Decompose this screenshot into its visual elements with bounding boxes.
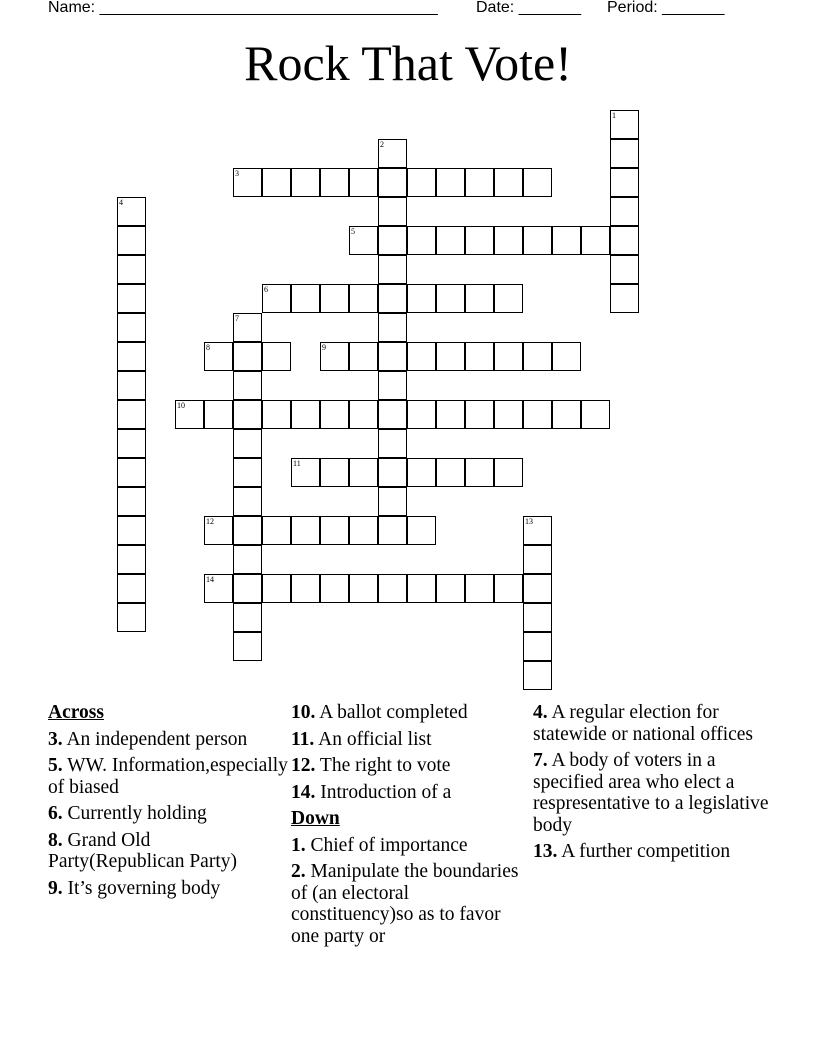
grid-cell[interactable]	[494, 168, 523, 197]
page-title: Rock That Vote!	[244, 35, 572, 91]
clue-number-13: 13	[525, 517, 533, 526]
grid-cell[interactable]	[117, 603, 146, 632]
grid-cell[interactable]	[581, 400, 610, 429]
grid-cell[interactable]	[407, 574, 436, 603]
grid-cell[interactable]	[378, 574, 407, 603]
grid-cell[interactable]	[523, 400, 552, 429]
grid-cell[interactable]	[349, 168, 378, 197]
grid-cell[interactable]	[378, 284, 407, 313]
grid-cell[interactable]	[233, 574, 262, 603]
grid-cell[interactable]	[349, 342, 378, 371]
grid-cell[interactable]	[117, 371, 146, 400]
grid-cell[interactable]	[610, 226, 639, 255]
grid-cell[interactable]	[523, 603, 552, 632]
grid-cell[interactable]	[291, 168, 320, 197]
clue-text: Introduction of a	[320, 781, 452, 803]
grid-cell[interactable]	[262, 168, 291, 197]
clue-item	[291, 861, 531, 947]
clue-item	[533, 702, 773, 745]
grid-cell[interactable]	[233, 487, 262, 516]
clue-text: The right to vote	[319, 755, 451, 776]
clue-num: 14.	[291, 781, 316, 803]
clue-number-14: 14	[206, 575, 214, 584]
clue-num: 13.	[533, 841, 558, 862]
grid-cell[interactable]	[262, 516, 291, 545]
clue-number-7: 7	[235, 314, 239, 323]
clue-number-8: 8	[206, 343, 210, 352]
grid-cell[interactable]	[378, 255, 407, 284]
clue-num: 4.	[533, 702, 548, 723]
grid-cell[interactable]	[610, 255, 639, 284]
clue-item	[291, 702, 531, 724]
grid-cell[interactable]	[610, 168, 639, 197]
clue-text: An independent person	[66, 728, 248, 750]
clue-number-5: 5	[351, 227, 355, 236]
clue-text: A regular election for statewide or national offices	[533, 702, 754, 745]
grid-cell[interactable]	[378, 342, 407, 371]
grid-cell[interactable]	[610, 284, 639, 313]
grid-cell[interactable]	[378, 197, 407, 226]
grid-cell[interactable]	[378, 458, 407, 487]
grid-cell[interactable]	[233, 603, 262, 632]
grid-cell[interactable]	[233, 400, 262, 429]
grid-cell[interactable]	[494, 458, 523, 487]
grid-cell[interactable]	[436, 168, 465, 197]
grid-cell[interactable]	[291, 400, 320, 429]
grid-cell[interactable]	[465, 400, 494, 429]
clue-number-3: 3	[235, 169, 239, 178]
grid-cell[interactable]	[465, 284, 494, 313]
grid-cell[interactable]	[233, 632, 262, 661]
grid-cell[interactable]	[407, 400, 436, 429]
grid-cell[interactable]	[291, 574, 320, 603]
clue-number-9: 9	[322, 343, 326, 352]
clue-item	[291, 835, 531, 857]
clue-text: A body of voters in a specified area who elect a respresentative to a legislative body	[533, 750, 769, 836]
grid-cell[interactable]	[349, 458, 378, 487]
clue-number-11: 11	[293, 459, 301, 468]
grid-cell[interactable]	[117, 313, 146, 342]
grid-cell[interactable]	[552, 342, 581, 371]
grid-cell[interactable]	[523, 574, 552, 603]
clue-item	[291, 755, 531, 777]
clue-text: It’s governing body	[67, 877, 221, 899]
clues-column-2	[291, 702, 531, 952]
clue-item	[291, 729, 531, 751]
clue-text: Currently holding	[67, 803, 207, 824]
clue-text: A ballot completed	[319, 702, 468, 723]
clue-number-1: 1	[612, 111, 616, 120]
grid-cell[interactable]	[523, 632, 552, 661]
grid-cell[interactable]	[494, 400, 523, 429]
grid-cell[interactable]	[610, 139, 639, 168]
grid-cell[interactable]	[552, 226, 581, 255]
grid-cell[interactable]	[407, 168, 436, 197]
clue-num: 10.	[291, 702, 316, 723]
grid-cell[interactable]	[407, 342, 436, 371]
grid-cell[interactable]	[117, 226, 146, 255]
clue-item	[48, 830, 288, 873]
clue-number-2: 2	[380, 140, 384, 149]
clue-text: Grand Old Party(Republican Party)	[48, 829, 237, 872]
grid-cell[interactable]	[494, 342, 523, 371]
grid-cell[interactable]	[378, 168, 407, 197]
grid-cell[interactable]	[523, 661, 552, 690]
grid-cell[interactable]	[465, 458, 494, 487]
section-heading-down: Down	[291, 808, 340, 829]
grid-cell[interactable]	[117, 516, 146, 545]
clue-num: 7.	[533, 750, 548, 771]
grid-cell[interactable]	[320, 168, 349, 197]
clue-num: 5.	[48, 755, 63, 776]
grid-cell[interactable]	[117, 429, 146, 458]
grid-cell[interactable]	[436, 342, 465, 371]
clue-number-12: 12	[206, 517, 214, 526]
section-heading-across: Across	[48, 702, 104, 723]
grid-cell[interactable]	[117, 574, 146, 603]
grid-cell[interactable]	[291, 284, 320, 313]
grid-cell[interactable]	[436, 458, 465, 487]
grid-cell[interactable]	[117, 545, 146, 574]
grid-cell[interactable]	[320, 458, 349, 487]
grid-cell[interactable]	[378, 516, 407, 545]
grid-cell[interactable]	[610, 197, 639, 226]
grid-cell[interactable]	[204, 400, 233, 429]
grid-cell[interactable]	[320, 284, 349, 313]
grid-cell[interactable]	[291, 516, 320, 545]
grid-cell[interactable]	[494, 574, 523, 603]
grid-cell[interactable]	[349, 516, 378, 545]
clue-number-4: 4	[119, 198, 123, 207]
grid-cell[interactable]	[349, 400, 378, 429]
clue-text: A further competition	[561, 841, 731, 862]
grid-cell[interactable]	[494, 226, 523, 255]
grid-cell[interactable]	[233, 545, 262, 574]
clues-column-3	[533, 702, 773, 868]
grid-cell[interactable]	[581, 226, 610, 255]
grid-cell[interactable]	[494, 284, 523, 313]
grid-cell[interactable]	[407, 284, 436, 313]
clue-number-6: 6	[264, 285, 268, 294]
clue-num: 11.	[291, 728, 315, 750]
grid-cell[interactable]	[465, 574, 494, 603]
clue-text: Manipulate the boundaries of (an electoral constituency)so as to favor one party or	[291, 861, 519, 947]
grid-cell[interactable]	[465, 226, 494, 255]
clue-number-10: 10	[177, 401, 185, 410]
grid-cell[interactable]	[523, 342, 552, 371]
grid-cell[interactable]	[320, 574, 349, 603]
clue-item	[533, 841, 773, 863]
clue-num: 9.	[48, 877, 63, 899]
grid-cell[interactable]	[349, 284, 378, 313]
clue-num: 6.	[48, 803, 63, 824]
grid-cell[interactable]	[117, 458, 146, 487]
grid-cell[interactable]	[378, 313, 407, 342]
grid-cell[interactable]	[117, 342, 146, 371]
grid-cell[interactable]	[436, 400, 465, 429]
grid-cell[interactable]	[465, 342, 494, 371]
grid-cell[interactable]	[436, 284, 465, 313]
grid-cell[interactable]	[233, 342, 262, 371]
clue-item	[48, 803, 288, 825]
name-field[interactable]: Name: ______________________________________	[48, 0, 438, 16]
clue-num: 3.	[48, 728, 63, 750]
clue-text: An official list	[318, 728, 432, 750]
grid-cell[interactable]	[436, 226, 465, 255]
period-field[interactable]: Period: _______	[607, 0, 725, 16]
clue-item	[48, 729, 288, 751]
grid-cell[interactable]	[320, 400, 349, 429]
clue-text: WW. Information,especially of biased	[48, 755, 288, 798]
grid-cell[interactable]	[523, 545, 552, 574]
clue-item	[291, 782, 531, 804]
grid-cell[interactable]	[349, 574, 378, 603]
grid-cell[interactable]	[262, 400, 291, 429]
clue-num: 2.	[291, 861, 306, 882]
grid-cell[interactable]	[233, 516, 262, 545]
grid-cell[interactable]	[465, 168, 494, 197]
grid-cell[interactable]	[117, 284, 146, 313]
grid-cell[interactable]	[233, 458, 262, 487]
grid-cell[interactable]	[262, 342, 291, 371]
grid-cell[interactable]	[378, 487, 407, 516]
grid-cell[interactable]	[407, 458, 436, 487]
grid-cell[interactable]	[436, 574, 465, 603]
grid-cell[interactable]	[117, 487, 146, 516]
clue-num: 8.	[48, 829, 63, 851]
grid-cell[interactable]	[117, 255, 146, 284]
clue-num: 1.	[291, 834, 306, 856]
grid-cell[interactable]	[378, 429, 407, 458]
grid-cell[interactable]	[117, 400, 146, 429]
grid-cell[interactable]	[378, 371, 407, 400]
grid-cell[interactable]	[523, 168, 552, 197]
date-field[interactable]: Date: _______	[476, 0, 581, 16]
grid-cell[interactable]	[378, 400, 407, 429]
grid-cell[interactable]	[407, 516, 436, 545]
clue-num: 12.	[291, 755, 316, 776]
grid-cell[interactable]	[233, 429, 262, 458]
grid-cell[interactable]	[552, 400, 581, 429]
grid-cell[interactable]	[262, 574, 291, 603]
clue-item	[48, 878, 288, 900]
grid-cell[interactable]	[233, 371, 262, 400]
grid-cell[interactable]	[523, 226, 552, 255]
clue-item	[48, 755, 288, 798]
clue-text: Chief of importance	[310, 834, 468, 856]
clue-item	[533, 750, 773, 836]
grid-cell[interactable]	[320, 516, 349, 545]
grid-cell[interactable]	[378, 226, 407, 255]
clues-column-1	[48, 702, 288, 904]
grid-cell[interactable]	[407, 226, 436, 255]
